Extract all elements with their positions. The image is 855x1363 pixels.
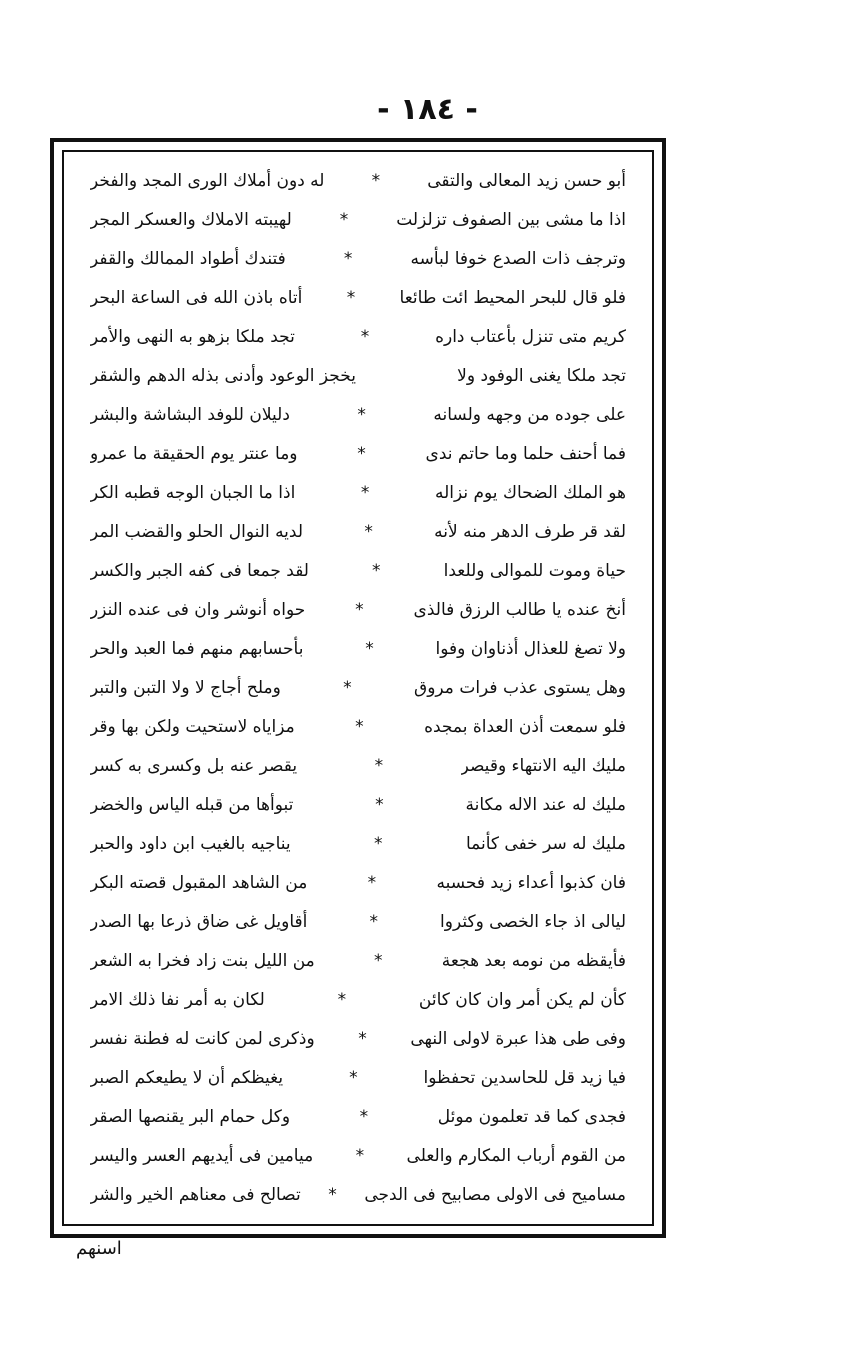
catchword: اسنهم	[76, 1238, 122, 1259]
verse-separator: *	[343, 249, 353, 269]
verse-separator: *	[355, 1146, 365, 1166]
first-hemistich: كأن لم يكن أمر وان كان كائن	[418, 990, 626, 1010]
second-hemistich: وملح أجاج لا ولا التبن والتبر	[90, 678, 281, 698]
verse-separator: *	[339, 210, 349, 230]
verse-separator: *	[357, 405, 366, 425]
first-hemistich: ولا تصغ للعذال أذناوان وفوا	[435, 639, 626, 659]
verse-separator: *	[337, 990, 347, 1010]
verse-line	[90, 319, 626, 355]
verse-separator: *	[357, 444, 366, 464]
verse-separator: *	[360, 327, 370, 347]
first-hemistich: لقد قر طرف الدهر منه لأنه	[434, 522, 626, 542]
second-hemistich: بأحسابهم منهم فما العبد والحر	[90, 639, 304, 659]
verse-separator: *	[355, 717, 364, 737]
verse-separator: *	[372, 561, 381, 581]
verse-line	[90, 514, 626, 550]
first-hemistich: فلو قال للبحر المحيط ائت طائعا	[399, 288, 626, 308]
verse-line	[90, 280, 626, 316]
second-hemistich: لديه النوال الحلو والقضب المر	[90, 522, 304, 542]
poem-body	[90, 163, 626, 1213]
verse-separator: *	[375, 795, 384, 815]
verse-line	[90, 709, 626, 745]
first-hemistich: فان كذبوا أعداء زيد فحسبه	[436, 873, 626, 893]
second-hemistich: وكل حمام البر يقنصها الصقر	[90, 1107, 291, 1127]
verse-line	[90, 592, 626, 628]
first-hemistich: على جوده من وجهه ولسانه	[433, 405, 626, 425]
verse-separator: *	[358, 1029, 367, 1049]
second-hemistich: وما عنتر يوم الحقيقة ما عمرو	[90, 444, 298, 464]
first-hemistich: فجدى كما قد تعلمون موئل	[437, 1107, 626, 1127]
first-hemistich: أبو حسن زيد المعالى والتقى	[427, 171, 626, 191]
verse-line	[90, 163, 626, 199]
first-hemistich: اذا ما مشى بين الصفوف تزلزلت	[396, 210, 626, 230]
verse-line	[90, 553, 626, 589]
second-hemistich: يقصر عنه بل وكسرى به كسر	[90, 756, 298, 776]
second-hemistich: أتاه باذن الله فى الساعة البحر	[90, 288, 303, 308]
verse-line	[90, 475, 626, 511]
first-hemistich: تجد ملكا يغنى الوفود ولا	[457, 366, 626, 386]
verse-line	[90, 1138, 626, 1174]
second-hemistich: يناجيه بالغيب ابن داود والحبر	[90, 834, 291, 854]
first-hemistich: فيا زيد قل للحاسدين تحفظوا	[423, 1068, 626, 1088]
second-hemistich: من الليل بنت زاد فخرا به الشعر	[90, 951, 315, 971]
second-hemistich: حواه أنوشر وان فى عنده النزر	[90, 600, 306, 620]
verse-line	[90, 1060, 626, 1096]
second-hemistich: مزاياه لاستحيت ولكن بها وقر	[90, 717, 295, 737]
verse-line	[90, 865, 626, 901]
verse-line	[90, 670, 626, 706]
verse-separator: *	[349, 1068, 358, 1088]
second-hemistich: يخجز الوعود وأدنى بذله الدهم والشقر	[90, 366, 356, 386]
first-hemistich: وترجف ذات الصدع خوفا لبأسه	[410, 249, 626, 269]
second-hemistich: وذكرى لمن كانت له فطنة نفسر	[90, 1029, 315, 1049]
first-hemistich: فأيقظه من نومه بعد هجعة	[441, 951, 626, 971]
verse-separator: *	[360, 483, 370, 503]
verse-separator: *	[365, 639, 374, 659]
verse-line	[90, 943, 626, 979]
first-hemistich: مساميح فى الاولى مصابيح فى الدجى	[364, 1185, 626, 1205]
second-hemistich: اذا ما الجبان الوجه قطبه الكر	[90, 483, 296, 503]
first-hemistich: ليالى اذ جاء الخصى وكثروا	[440, 912, 626, 932]
verse-line	[90, 1021, 626, 1057]
second-hemistich: لكان به أمر نفا ذلك الامر	[90, 990, 265, 1010]
verse-separator: *	[374, 951, 383, 971]
second-hemistich: لهيبته الاملاك والعسكر المجر	[90, 210, 292, 230]
verse-line	[90, 397, 626, 433]
second-hemistich: يغيظكم أن لا يطيعكم الصبر	[90, 1068, 284, 1088]
verse-separator: *	[355, 600, 364, 620]
first-hemistich: مليك له عند الاله مكانة	[465, 795, 626, 815]
first-hemistich: وهل يستوى عذب فرات مروق	[414, 678, 626, 698]
verse-line	[90, 436, 626, 472]
second-hemistich: تجد ملكا بزهو به النهى والأمر	[90, 327, 295, 347]
verse-line	[90, 631, 626, 667]
second-hemistich: دليلان للوفد البشاشة والبشر	[90, 405, 290, 425]
verse-line	[90, 982, 626, 1018]
verse-line	[90, 787, 626, 823]
first-hemistich: فما أحنف حلما وما حاتم ندى	[425, 444, 626, 464]
verse-separator: *	[343, 678, 352, 698]
page-number: - ١٨٤ -	[377, 92, 478, 127]
verse-line	[90, 826, 626, 862]
verse-separator: *	[359, 1107, 369, 1127]
second-hemistich: فتندك أطواد الممالك والقفر	[90, 249, 286, 269]
second-hemistich: من الشاهد المقبول قصته البكر	[90, 873, 308, 893]
verse-separator: *	[367, 873, 377, 893]
second-hemistich: أقاويل غى ضاق ذرعا بها الصدر	[90, 912, 308, 932]
verse-separator: *	[369, 912, 378, 932]
verse-separator: *	[364, 522, 373, 542]
first-hemistich: هو الملك الضحاك يوم نزاله	[434, 483, 626, 503]
first-hemistich: مليك اليه الانتهاء وقيصر	[460, 756, 626, 776]
second-hemistich: تصالح فى معناهم الخير والشر	[90, 1185, 301, 1205]
verse-separator: *	[346, 288, 356, 308]
verse-line	[90, 748, 626, 784]
second-hemistich: لقد جمعا فى كفه الجبر والكسر	[90, 561, 309, 581]
verse-line	[90, 202, 626, 238]
verse-line	[90, 1099, 626, 1135]
verse-separator: *	[328, 1185, 337, 1205]
verse-line	[90, 358, 626, 394]
first-hemistich: كريم متى تنزل بأعتاب داره	[435, 327, 626, 347]
first-hemistich: أنخ عنده يا طالب الرزق فالذى	[413, 600, 626, 620]
verse-line	[90, 241, 626, 277]
verse-line	[90, 1177, 626, 1213]
second-hemistich: ميامين فى أيديهم العسر واليسر	[90, 1146, 314, 1166]
second-hemistich: تبوأها من قبله الياس والخضر	[90, 795, 294, 815]
first-hemistich: وفى طى هذا عبرة لاولى النهى	[410, 1029, 626, 1049]
verse-line	[90, 904, 626, 940]
verse-separator: *	[371, 171, 381, 191]
second-hemistich: له دون أملاك الورى المجد والفخر	[90, 171, 325, 191]
verse-separator: *	[374, 756, 384, 776]
first-hemistich: فلو سمعت أذن العداة بمجده	[424, 717, 626, 737]
verse-separator: *	[374, 834, 383, 854]
first-hemistich: حياة وموت للموالى وللعدا	[443, 561, 626, 581]
first-hemistich: من القوم أرباب المكارم والعلى	[406, 1146, 626, 1166]
first-hemistich: مليك له سر خفى كأنما	[465, 834, 626, 854]
